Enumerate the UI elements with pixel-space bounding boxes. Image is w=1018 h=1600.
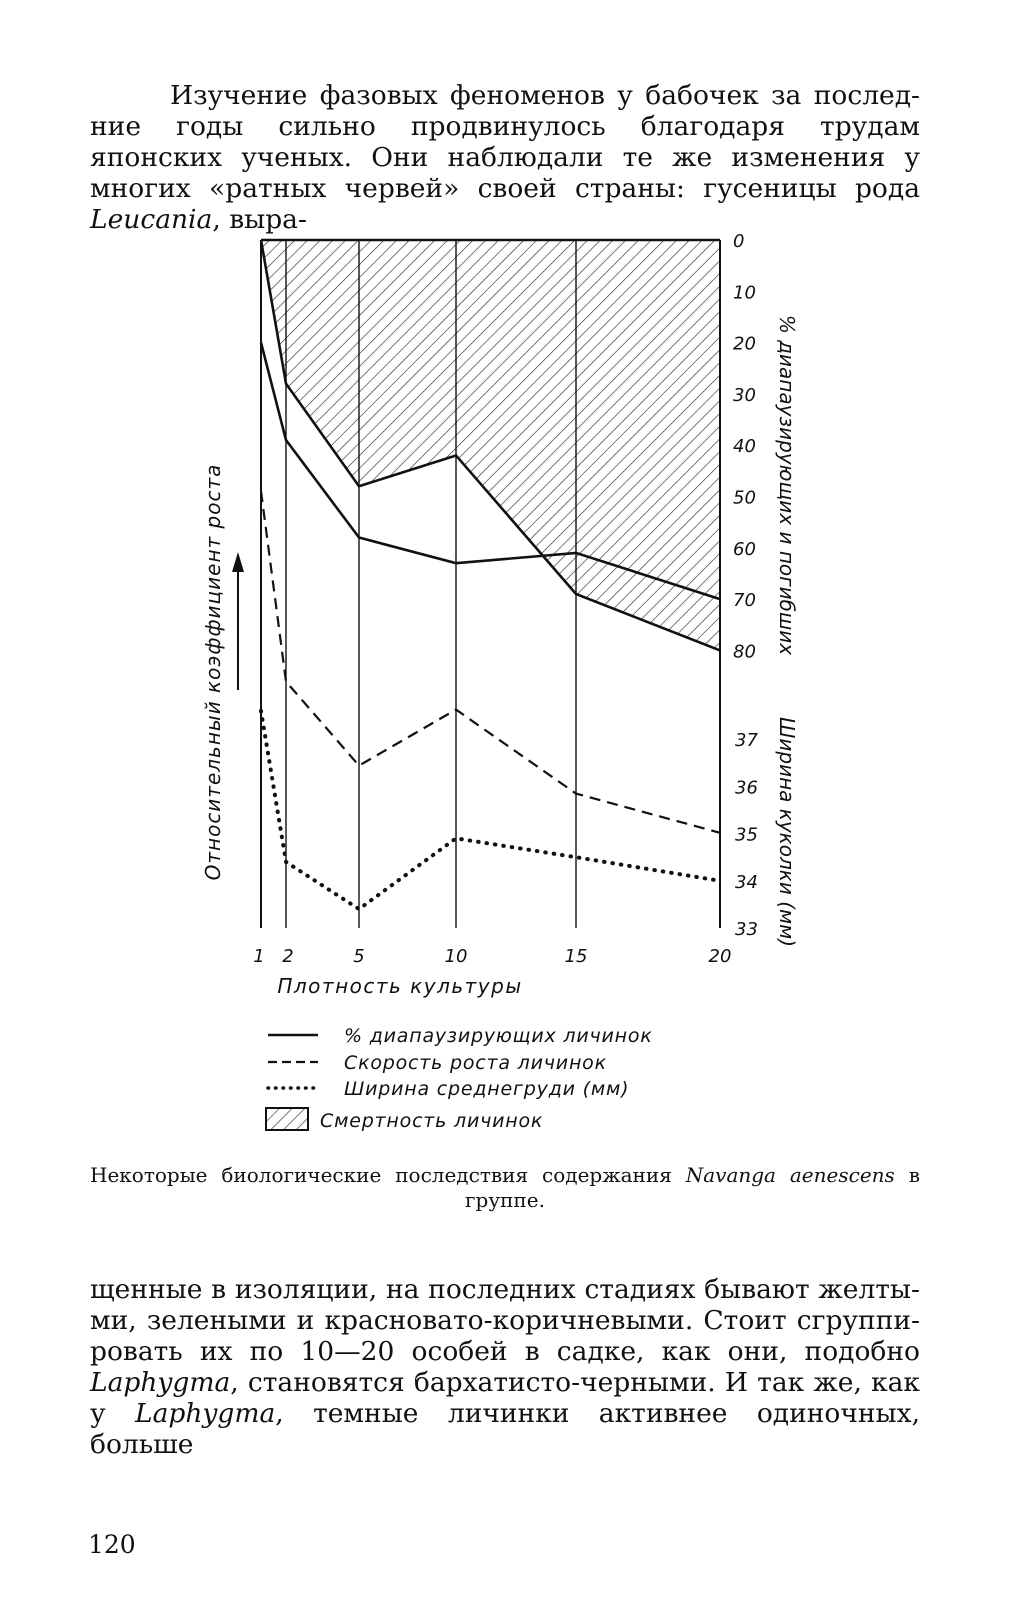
right-pct-tick-20: 20 bbox=[733, 333, 756, 355]
right-pct-tick-40: 40 bbox=[733, 436, 756, 458]
bottom-paragraph bbox=[90, 1274, 920, 1460]
right-pct-tick-0: 0 bbox=[733, 231, 745, 252]
caption-part1: Некоторые биологические последствия содержания bbox=[90, 1163, 686, 1187]
left-axis-title: Относительный коэффициент роста bbox=[201, 463, 225, 881]
top-text-part1: Изучение фазовых феноменов у бабочек за последние годы сильно продвинулось благодаря трудам японских ученых. Они наблюдали те же изменения у многих «ратных червей» своей страны: гусеницы рода bbox=[90, 80, 920, 204]
x-tick-label-15: 15 bbox=[564, 946, 588, 967]
legend-label-dashed: Скорость роста личинок bbox=[344, 1052, 607, 1074]
x-tick-label-20: 20 bbox=[708, 946, 732, 967]
x-tick-label-10: 10 bbox=[444, 946, 468, 967]
series-thorax-width-line bbox=[261, 711, 720, 909]
right-mm-tick-37: 37 bbox=[735, 730, 758, 752]
right-pct-tick-30: 30 bbox=[733, 384, 756, 406]
right-pct-tick-50: 50 bbox=[733, 487, 756, 509]
right-axis-upper-title: % диапаузирующих и погибших bbox=[775, 314, 799, 656]
x-tick-label-5: 5 bbox=[353, 946, 365, 967]
right-pct-tick-10: 10 bbox=[733, 282, 756, 304]
legend-label-dotted: Ширина среднегруди (мм) bbox=[344, 1078, 630, 1100]
right-mm-tick-36: 36 bbox=[735, 777, 758, 799]
right-pct-tick-60: 60 bbox=[733, 538, 756, 560]
bottom-text-part3: , темные личинки активнее одиночных, больше bbox=[90, 1398, 921, 1460]
right-pct-tick-70: 70 bbox=[733, 590, 756, 612]
right-axis-lower-title: Ширина куколки (мм) bbox=[775, 717, 799, 947]
right-mm-tick-34: 34 bbox=[735, 871, 758, 893]
x-tick-label-1: 1 bbox=[253, 946, 265, 967]
right-pct-tick-80: 80 bbox=[733, 641, 756, 663]
right-mm-tick-35: 35 bbox=[735, 824, 758, 846]
figure-caption bbox=[90, 1163, 920, 1213]
x-axis-title: Плотность культуры bbox=[277, 974, 523, 998]
left-axis-arrow-head bbox=[232, 552, 244, 572]
bottom-text-part2: , становятся бархатисто-черными. И так же, как у bbox=[90, 1367, 920, 1429]
page-number: 120 bbox=[88, 1530, 136, 1559]
right-mm-tick-33: 33 bbox=[735, 919, 758, 940]
bottom-text-genus2: Laphygma bbox=[134, 1398, 276, 1429]
top-text-genus: Leucania bbox=[90, 204, 213, 235]
top-text-part2: , выра- bbox=[212, 204, 307, 235]
caption-part2: в группе. bbox=[465, 1163, 920, 1212]
x-tick-label-2: 2 bbox=[282, 946, 294, 967]
bottom-text-genus1: Laphygma bbox=[90, 1367, 231, 1398]
legend-symbol-hatched bbox=[266, 1108, 308, 1130]
legend-label-hatched: Смертность личинок bbox=[320, 1110, 544, 1132]
legend-label-solid: % диапаузирующих личинок bbox=[344, 1025, 653, 1047]
caption-species: Navanga aenescens bbox=[685, 1163, 895, 1187]
bottom-text-part1: щенные в изоляции, на последних стадиях бывают желтыми, зелеными и красновато-коричневыми. Стоит сгруппировать их по 10—20 особей в садке, как они, подобно bbox=[90, 1274, 920, 1367]
